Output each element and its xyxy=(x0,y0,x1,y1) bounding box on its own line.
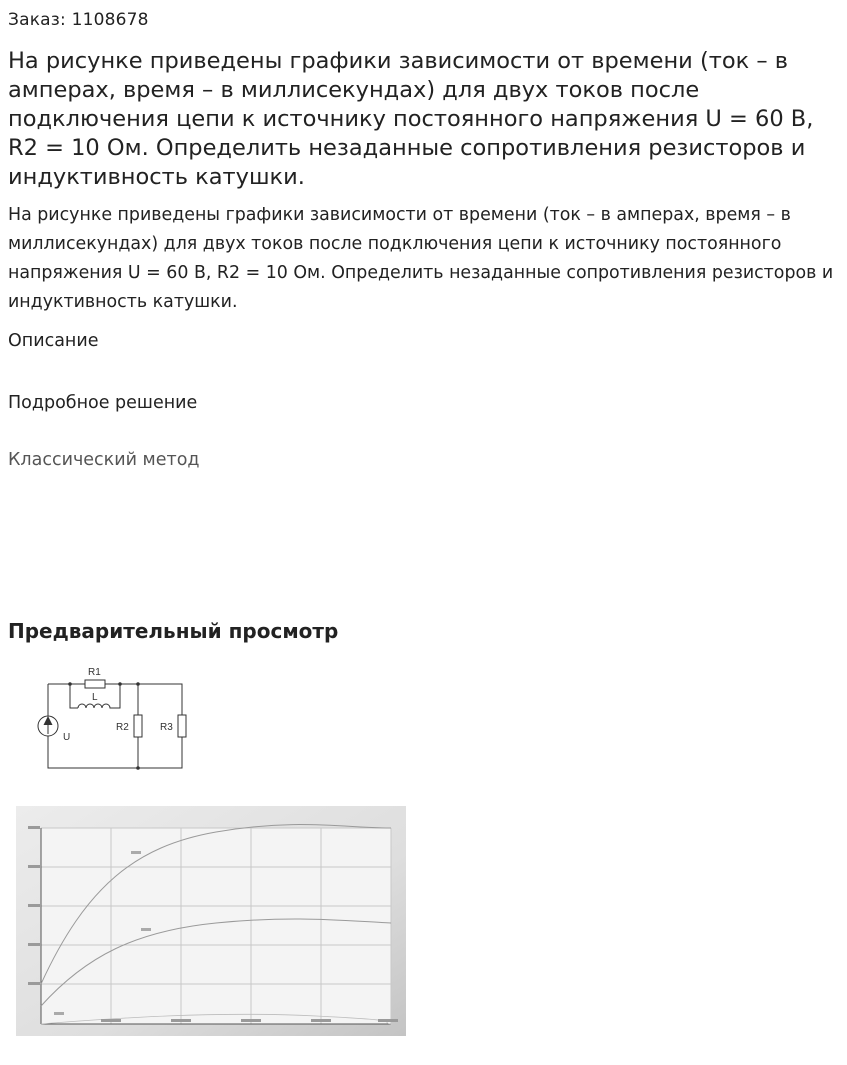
inductor-label: L xyxy=(92,692,98,703)
solution-label: Подробное решение xyxy=(8,393,198,413)
r3-label: R3 xyxy=(160,722,173,733)
page-title: На рисунке приведены графики зависимости от времени (ток – в амперах, время – в миллисекундах) для двух токов после подключения цепи к источнику постоянного напряжения U = 60 В, R2 = 10 Ом. Определить незаданные сопротивления резисторов и индуктивность катушки. xyxy=(8,48,814,190)
task-description: На рисунке приведены графики зависимости от времени (ток – в амперах, время – в миллисекундах) для двух токов после подключения цепи к источнику постоянного напряжения U = 60 В, R2 = 10 Ом. Определить незаданные сопротивления резисторов и индуктивность катушки. xyxy=(8,205,834,312)
r2-label: R2 xyxy=(116,722,129,733)
order-number: Заказ: 1108678 xyxy=(8,10,149,30)
method-label: Классический метод xyxy=(8,450,200,470)
current-graph-photo xyxy=(16,806,406,1036)
source-label: U xyxy=(63,732,71,743)
preview-heading: Предварительный просмотр xyxy=(8,619,339,643)
description-label: Описание xyxy=(8,331,99,351)
r1-label: R1 xyxy=(88,667,101,678)
circuit-diagram xyxy=(30,658,190,776)
